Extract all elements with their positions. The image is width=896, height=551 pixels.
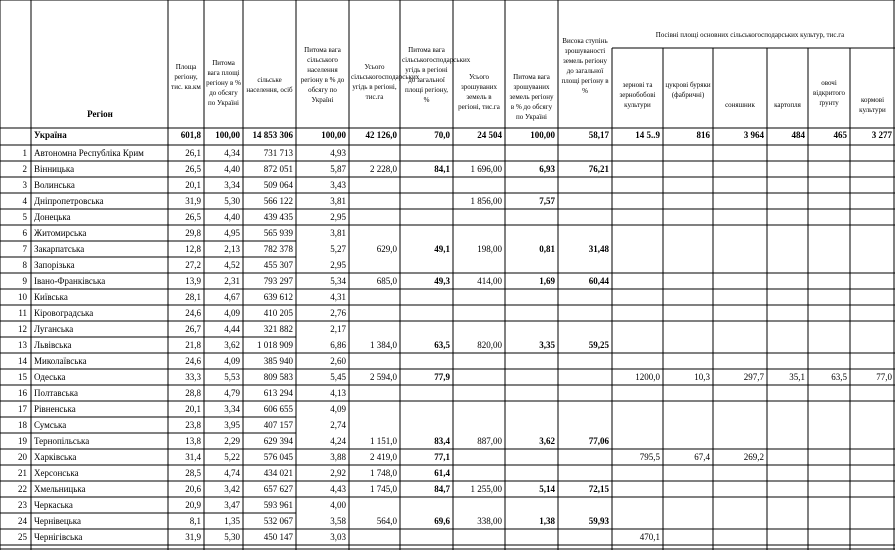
row-index: 18 — [18, 420, 27, 430]
cell-irr: 198,00 — [477, 244, 502, 254]
cell-area_pct: 4,09 — [224, 308, 240, 318]
total-grain: 14 5..9 — [635, 130, 660, 140]
row-index: 12 — [18, 324, 27, 334]
cell-irr_pct: 6,93 — [539, 164, 555, 174]
cell-area_pct: 4,67 — [224, 292, 240, 302]
row-index: 13 — [18, 340, 27, 350]
cell-irr_share: 59,25 — [588, 340, 609, 350]
row-index: 20 — [18, 452, 27, 462]
cell-pop_pct: 3,81 — [330, 196, 346, 206]
row-index: 6 — [22, 228, 27, 238]
region-name: Львівська — [34, 340, 72, 350]
cell-area_pct: 3,34 — [224, 404, 240, 414]
cell-pop_pct: 2,95 — [330, 260, 346, 270]
region-name: Хмельницька — [34, 484, 86, 494]
cell-area_pct: 4,34 — [224, 148, 240, 158]
cell-pop: 629 394 — [263, 436, 293, 446]
row-index: 16 — [18, 388, 27, 398]
cell-area_pct: 3,62 — [224, 340, 240, 350]
cell-irr_pct: 7,57 — [539, 196, 555, 206]
cell-ag_pct: 63,5 — [434, 340, 450, 350]
row-index: 14 — [18, 356, 27, 366]
cell-area: 28,1 — [185, 292, 201, 302]
row-index: 19 — [18, 436, 27, 446]
cell-pop_pct: 3,43 — [330, 180, 346, 190]
header-ag-land: Усього сільськогосподарських угідь в регіоні, тис.га — [351, 63, 420, 101]
cell-irr_share: 76,21 — [588, 164, 609, 174]
total-area: 601,8 — [180, 130, 201, 140]
cell-pop: 576 045 — [263, 452, 293, 462]
cell-ag: 1 745,0 — [370, 484, 397, 494]
header-irrigated-pct: Питома вага зрошуваних земель регіону в % до обсягу по Україні — [509, 73, 554, 121]
cell-pop_pct: 2,17 — [330, 324, 346, 334]
region-name: Волинська — [34, 180, 75, 190]
header-vegetables: овочі відкритого ґрунту — [812, 79, 846, 107]
cell-pop: 532 067 — [263, 516, 293, 526]
cell-irr_pct: 3,35 — [539, 340, 555, 350]
row-index: 7 — [22, 244, 27, 254]
cell-area: 20,1 — [185, 180, 201, 190]
region-name: Сумська — [34, 420, 67, 430]
row-index: 15 — [18, 372, 27, 382]
cell-area: 31,9 — [185, 196, 201, 206]
region-name: Київська — [34, 292, 68, 302]
cell-pop: 782 378 — [263, 244, 293, 254]
cell-grain: 470,1 — [639, 532, 660, 542]
region-name: Херсонська — [34, 468, 79, 478]
cell-area_pct: 3,95 — [224, 420, 240, 430]
cell-ag_pct: 61,4 — [434, 468, 450, 478]
cell-area: 28,5 — [185, 468, 201, 478]
cell-pop: 872 051 — [263, 164, 293, 174]
cell-ag: 629,0 — [376, 244, 397, 254]
cell-pop_pct: 2,76 — [330, 308, 346, 318]
cell-pop: 809 583 — [263, 372, 293, 382]
cell-area_pct: 4,52 — [224, 260, 240, 270]
total-sunflower: 3 964 — [743, 130, 764, 140]
cell-area_pct: 4,79 — [224, 388, 240, 398]
cell-area: 24,6 — [185, 308, 201, 318]
cell-pop_pct: 6,86 — [330, 340, 346, 350]
region-name: Луганська — [34, 324, 74, 334]
cell-irr: 414,00 — [477, 276, 502, 286]
cell-area: 23,8 — [185, 420, 201, 430]
cell-pop_pct: 3,58 — [330, 516, 346, 526]
cell-area: 12,8 — [185, 244, 201, 254]
region-name: Івано-Франківська — [34, 276, 106, 286]
total-sugar: 816 — [696, 130, 710, 140]
cell-pop: 731 713 — [263, 148, 293, 158]
header-ag-land-pct: Питома вага сільськогосподарських угідь в регіоні до загальної площі регіону, % — [402, 46, 471, 104]
cell-sunflower: 297,7 — [743, 372, 764, 382]
cell-pop: 565 939 — [263, 228, 293, 238]
region-name: Рівненська — [34, 404, 76, 414]
cell-area_pct: 2,29 — [224, 436, 240, 446]
cell-pop_pct: 2,95 — [330, 212, 346, 222]
cell-pop_pct: 5,45 — [330, 372, 346, 382]
cell-ag: 2 419,0 — [370, 452, 397, 462]
region-name: Дніпропетровська — [34, 196, 104, 206]
row-index: 5 — [22, 212, 27, 222]
cell-ag: 1 384,0 — [370, 340, 397, 350]
region-name: Черкаська — [34, 500, 73, 510]
cell-ag_pct: 49,3 — [434, 276, 450, 286]
cell-irr: 1 856,00 — [470, 196, 502, 206]
cell-area_pct: 3,34 — [224, 180, 240, 190]
cell-area: 24,6 — [185, 356, 201, 366]
row-index: 21 — [18, 468, 27, 478]
cell-area_pct: 4,09 — [224, 356, 240, 366]
cell-area_pct: 1,35 — [224, 516, 240, 526]
cell-area_pct: 5,22 — [224, 452, 240, 462]
cell-pop: 606 655 — [263, 404, 293, 414]
total-veg: 465 — [833, 130, 847, 140]
cell-irr_share: 60,44 — [588, 276, 609, 286]
header-region: Регіон — [87, 109, 113, 119]
cell-ag: 2 594,0 — [370, 372, 397, 382]
cell-pop_pct: 4,43 — [330, 484, 346, 494]
row-index: 23 — [18, 500, 27, 510]
cell-irr: 1 255,00 — [470, 484, 502, 494]
cell-pop_pct: 5,34 — [330, 276, 346, 286]
cell-area_pct: 4,44 — [224, 324, 240, 334]
cell-ag_pct: 83,4 — [434, 436, 450, 446]
total-fodder: 3 277 — [871, 130, 892, 140]
cell-grain: 1200,0 — [635, 372, 660, 382]
cell-ag_pct: 84,1 — [434, 164, 450, 174]
total-name: Україна — [34, 130, 67, 140]
region-name: Донецька — [34, 212, 71, 222]
total-potato: 484 — [791, 130, 805, 140]
cell-irr: 1 696,00 — [470, 164, 502, 174]
cell-veg: 63,5 — [831, 372, 847, 382]
row-index: 8 — [22, 260, 27, 270]
region-name: Житомирська — [34, 228, 87, 238]
cell-pop: 657 627 — [263, 484, 293, 494]
cell-pop_pct: 3,88 — [330, 452, 346, 462]
region-name: Кіровоградська — [34, 308, 94, 318]
cell-area: 26,5 — [185, 164, 201, 174]
cell-area: 33,3 — [185, 372, 201, 382]
row-index: 11 — [18, 308, 27, 318]
cell-pop: 1 018 909 — [257, 340, 293, 350]
cell-irr_share: 77,06 — [588, 436, 609, 446]
cell-pop_pct: 4,00 — [330, 500, 346, 510]
row-index: 9 — [22, 276, 27, 286]
row-index: 25 — [18, 532, 27, 542]
header-fodder: кормові культури — [859, 96, 886, 114]
cell-area: 28,8 — [185, 388, 201, 398]
cell-ag: 564,0 — [376, 516, 397, 526]
cell-irr: 820,00 — [477, 340, 502, 350]
cell-area: 26,7 — [185, 324, 201, 334]
cell-irr: 338,00 — [477, 516, 502, 526]
cell-sugar: 67,4 — [694, 452, 710, 462]
total-irr_pct: 100,00 — [530, 130, 555, 140]
cell-area: 31,9 — [185, 532, 201, 542]
cell-pop_pct: 5,27 — [330, 244, 346, 254]
cell-area_pct: 2,13 — [224, 244, 240, 254]
cell-irr_pct: 1,38 — [539, 516, 555, 526]
row-index: 10 — [18, 292, 27, 302]
cell-area_pct: 4,95 — [224, 228, 240, 238]
header-potato: картопля — [774, 101, 801, 109]
cell-area: 20,9 — [185, 500, 201, 510]
cell-ag_pct: 77,1 — [434, 452, 450, 462]
cell-irr_pct: 0,81 — [539, 244, 555, 254]
row-index: 17 — [18, 404, 27, 414]
cell-irr_pct: 5,14 — [539, 484, 555, 494]
cell-pop: 613 294 — [263, 388, 293, 398]
cell-irr_share: 31,48 — [588, 244, 609, 254]
cell-area_pct: 4,40 — [224, 212, 240, 222]
region-name: Миколаївська — [34, 356, 87, 366]
cell-area_pct: 4,40 — [224, 164, 240, 174]
cell-pop_pct: 2,74 — [330, 420, 346, 430]
cell-area_pct: 2,31 — [224, 276, 240, 286]
cell-pop_pct: 2,92 — [330, 468, 346, 478]
region-name: Закарпатська — [34, 244, 85, 254]
cell-pop: 407 157 — [263, 420, 293, 430]
cell-pop_pct: 4,24 — [330, 436, 346, 446]
cell-ag_pct: 69,6 — [434, 516, 450, 526]
cell-area_pct: 3,42 — [224, 484, 240, 494]
header-irrigated: Усього зрошуваних земель в регіоні, тис.га — [458, 73, 500, 111]
cell-area: 21,8 — [185, 340, 201, 350]
region-name: Запорізька — [34, 260, 75, 270]
cell-area: 13,9 — [185, 276, 201, 286]
cell-pop: 639 612 — [263, 292, 293, 302]
cell-pop: 439 435 — [263, 212, 293, 222]
cell-area_pct: 3,47 — [224, 500, 240, 510]
cell-ag: 1 151,0 — [370, 436, 397, 446]
total-pop: 14 853 306 — [252, 130, 293, 140]
total-irr_share: 58,17 — [588, 130, 609, 140]
cell-potato: 35,1 — [789, 372, 805, 382]
header-grain: зернові та зернобобові культури — [619, 81, 656, 109]
row-index: 4 — [22, 196, 27, 206]
cell-pop_pct: 4,09 — [330, 404, 346, 414]
region-name: Вінницька — [34, 164, 75, 174]
cell-pop: 321 882 — [263, 324, 293, 334]
cell-area: 31,4 — [185, 452, 201, 462]
cell-pop_pct: 4,31 — [330, 292, 346, 302]
row-index: 3 — [22, 180, 27, 190]
row-index: 2 — [22, 164, 27, 174]
cell-area: 20,6 — [185, 484, 201, 494]
header-crop-group: Посівні площі основних сільськогосподарських культур, тис.га — [655, 31, 845, 39]
cell-ag_pct: 77,9 — [434, 372, 450, 382]
cell-pop: 509 064 — [263, 180, 293, 190]
header-area: Площа регіону, тис. кв.км — [171, 63, 201, 91]
cell-pop: 593 961 — [263, 500, 293, 510]
region-name: Полтавська — [34, 388, 78, 398]
cell-pop: 450 147 — [263, 532, 293, 542]
header-area-pct: Питома вага площі регіону в % до обсягу по Україні — [206, 59, 241, 107]
region-name: Тернопільська — [34, 436, 90, 446]
cell-irr_pct: 3,62 — [539, 436, 555, 446]
cell-ag: 2 228,0 — [370, 164, 397, 174]
row-index: 22 — [18, 484, 27, 494]
cell-pop_pct: 5,87 — [330, 164, 346, 174]
row-index: 1 — [22, 148, 27, 158]
cell-pop_pct: 2,60 — [330, 356, 346, 366]
cell-area: 29,8 — [185, 228, 201, 238]
cell-irr: 887,00 — [477, 436, 502, 446]
cell-pop: 793 297 — [263, 276, 293, 286]
region-name: Чернівецька — [34, 516, 82, 526]
cell-irr_share: 59,93 — [588, 516, 609, 526]
cell-area: 8,1 — [189, 516, 201, 526]
cell-area: 27,2 — [185, 260, 201, 270]
region-name: Чернігівська — [34, 532, 83, 542]
cell-area: 26,1 — [185, 148, 201, 158]
total-irr: 24 504 — [477, 130, 502, 140]
total-ag: 42 126,0 — [365, 130, 397, 140]
region-name: Одеська — [34, 372, 66, 382]
region-name: Автономна Республіка Крим — [34, 148, 144, 158]
cell-pop_pct: 3,03 — [330, 532, 346, 542]
cell-area_pct: 4,74 — [224, 468, 240, 478]
header-rural-pop-pct: Питома вага сільського населення регіону в % до обсягу по Україні — [300, 46, 345, 104]
cell-irr_pct: 1,69 — [539, 276, 555, 286]
total-pop_pct: 100,00 — [321, 130, 346, 140]
cell-ag_pct: 49,1 — [434, 244, 450, 254]
cell-fodder: 77,0 — [876, 372, 892, 382]
header-rural-pop: сільське населення, осіб — [246, 76, 293, 94]
cell-pop: 385 940 — [263, 356, 293, 366]
header-irrigated-share: Висока ступінь зрошуваності земель регіону до загальної площі регіону в % — [561, 37, 609, 95]
cell-sugar: 10,3 — [694, 372, 710, 382]
cell-grain: 795,5 — [639, 452, 660, 462]
cell-pop_pct: 4,93 — [330, 148, 346, 158]
row-index: 24 — [18, 516, 27, 526]
cell-ag: 1 748,0 — [370, 468, 397, 478]
cell-pop: 455 307 — [263, 260, 293, 270]
cell-irr_share: 72,15 — [588, 484, 609, 494]
cell-area_pct: 5,30 — [224, 532, 240, 542]
cell-area_pct: 5,30 — [224, 196, 240, 206]
cell-ag_pct: 84,7 — [434, 484, 450, 494]
header-sugar-beet: цукрові буряки (фабричні) — [665, 81, 711, 99]
total-area_pct: 100,00 — [215, 130, 240, 140]
total-ag_pct: 70,0 — [434, 130, 450, 140]
cell-pop: 410 205 — [263, 308, 293, 318]
cell-pop: 434 021 — [263, 468, 293, 478]
cell-area: 26,5 — [185, 212, 201, 222]
cell-area: 20,1 — [185, 404, 201, 414]
cell-area: 13,8 — [185, 436, 201, 446]
cell-sunflower: 269,2 — [743, 452, 764, 462]
cell-area_pct: 5,53 — [224, 372, 240, 382]
cell-pop: 566 122 — [263, 196, 293, 206]
header-sunflower: соняшник — [725, 101, 755, 109]
cell-ag: 685,0 — [376, 276, 397, 286]
cell-pop_pct: 3,81 — [330, 228, 346, 238]
cell-pop_pct: 4,13 — [330, 388, 346, 398]
region-name: Харківська — [34, 452, 77, 462]
